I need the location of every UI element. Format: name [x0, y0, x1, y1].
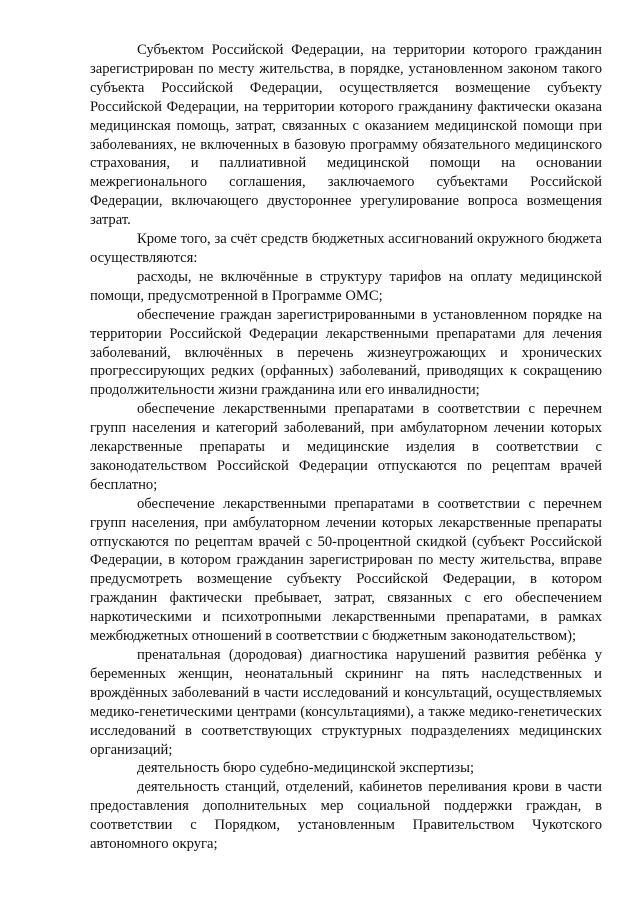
- paragraph-blood-transfusion: деятельность станций, отделений, кабинетов переливания крови в части предоставления дополнительных мер социальной поддержки граждан, в соответствии с Порядком, установленным Правительством Чукотского автономного округа;: [90, 779, 602, 853]
- paragraph-forensic-bureau: деятельность бюро судебно-медицинской экспертизы;: [137, 760, 475, 777]
- paragraph-tariff-expenses: расходы, не включённые в структуру тарифов на оплату медицинской помощи, предусмотренной в Программе ОМС;: [90, 268, 602, 304]
- document-page: [90, 41, 602, 854]
- paragraph-discount-prescriptions: обеспечение лекарственными препаратами в соответствии с перечнем групп населения, при амбулаторном лечении которых лекарственные препараты отпускаются по рецептам врачей с 50-процентной скидкой (субъект Российской Федерации, в котором гражданин зарегистрирован по месту жительства, вправе предусмотреть возмещение субъекту Российской Федерации, в котором гражданин фактически пребывает, затрат, связанных с его обеспечением наркотическими и психотропными лекарственными препаратами, в рамках межбюджетных отношений в соответствии с бюджетным законодательством);: [90, 495, 602, 645]
- paragraph-free-prescriptions: обеспечение лекарственными препаратами в соответствии с перечнем групп населения и категорий заболеваний, при амбулаторном лечении которых лекарственные препараты и медицинские изделия в соответствии с законодательством Российской Федерации отпускаются по рецептам врачей бесплатно;: [90, 401, 602, 493]
- paragraph-orphan-diseases: обеспечение граждан зарегистрированными в установленном порядке на территории Российской Федерации лекарственными препаратами для лечения заболеваний, включённых в перечень жизнеугрожающих и хронических прогрессирующих редких (орфанных) заболеваний, приводящих к сокращению продолжительности жизни гражданина или его инвалидности;: [90, 306, 602, 399]
- paragraph-budget-intro: Кроме того, за счёт средств бюджетных ассигнований окружного бюджета осуществляются:: [90, 231, 602, 266]
- paragraph-reimbursement: Субъектом Российской Федерации, на территории которого гражданин зарегистрирован по месту жительства, в порядке, установленном законом такого субъекта Российской Федерации, осуществляется возмещение субъекту Российской Федерации, на территории которого гражданину фактически оказана медицинская помощь, затрат, связанных с оказанием медицинской помощи при заболеваниях, не включенных в базовую программу обязательного медицинского страхования, и паллиативной медицинской помощи на основании межрегионального соглашения, заключаемого субъектами Российской Федерации, включающего двустороннее урегулирование вопроса возмещения затрат.: [90, 42, 602, 229]
- paragraph-prenatal-diagnostics: пренатальная (дородовая) диагностика нарушений развития ребёнка у беременных женщин, неонатальный скрининг на пять наследственных и врождённых заболеваний в части исследований и консультаций, осуществляемых медико-генетическими центрами (консультациями), а также медико-генетических исследований в соответствующих структурных подразделениях медицинских организаций;: [90, 647, 602, 758]
